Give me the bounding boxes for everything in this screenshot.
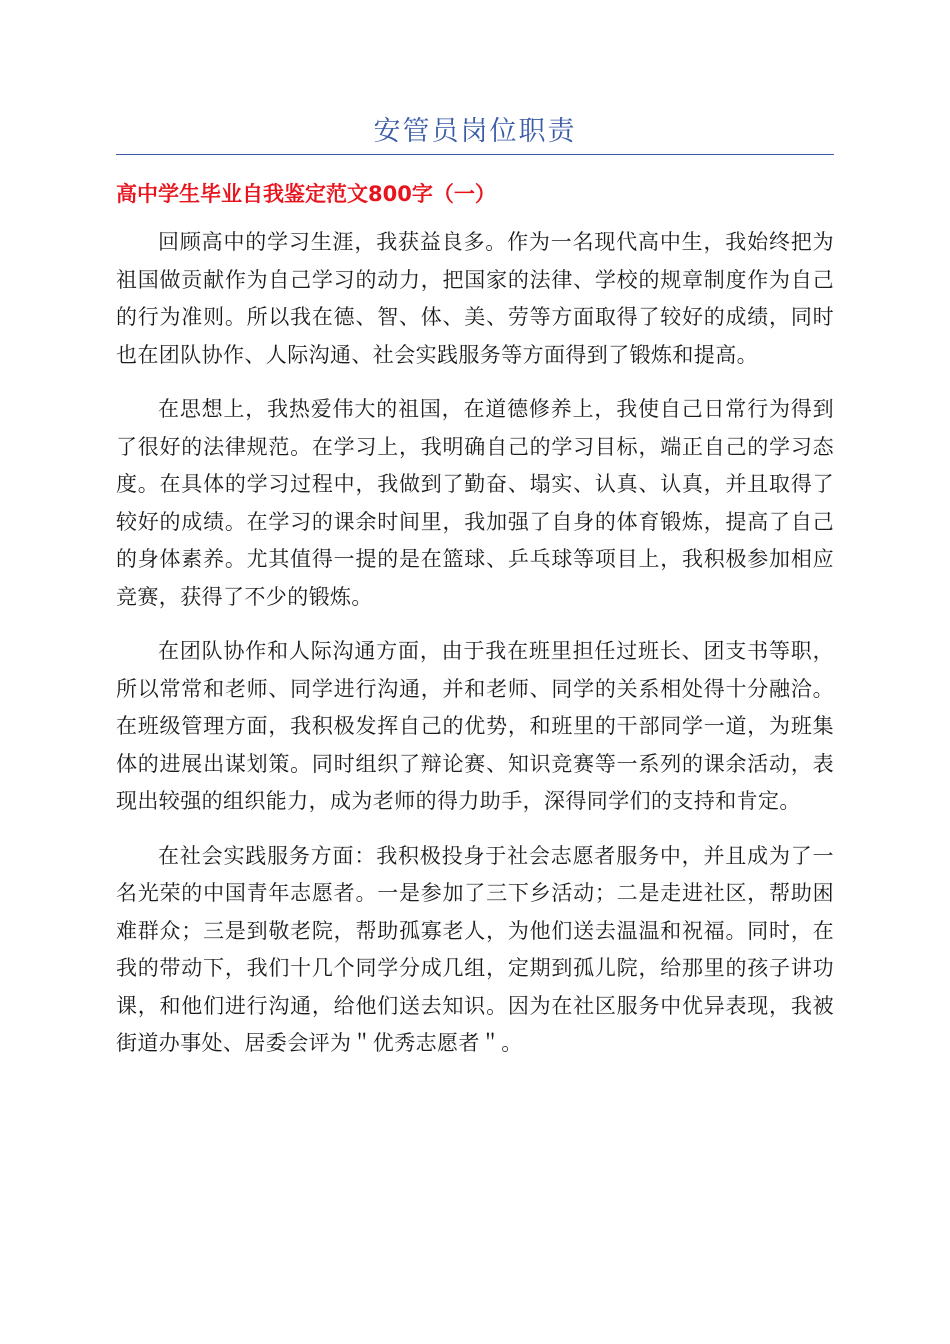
document-title: 安管员岗位职责 (373, 116, 577, 147)
paragraph: 在社会实践服务方面：我积极投身于社会志愿者服务中，并且成为了一名光荣的中国青年志愿者。一是参加了三下乡活动；二是走进社区，帮助困难群众；三是到敬老院，帮助孤寡老人，为他们送去温温和祝福。同时，在我的带动下，我们十几个同学分成几组，定期到孤儿院，给那里的孩子讲功课，和他们进行沟通，给他们送去知识。因为在社区服务中优异表现，我被街道办事处、居委会评为＂优秀志愿者＂。 (116, 843, 834, 1055)
paragraph: 回顾高中的学习生涯，我获益良多。作为一名现代高中生，我始终把为祖国做贡献作为自己学习的动力，把国家的法律、学校的规章制度作为自己的行为准则。所以我在德、智、体、美、劳等方面取得了较好的成绩，同时也在团队协作、人际沟通、社会实践服务等方面得到了锻炼和提高。 (116, 230, 834, 367)
paragraph: 在思想上，我热爱伟大的祖国，在道德修养上，我使自己日常行为得到了很好的法律规范。在学习上，我明确自己的学习目标，端正自己的学习态度。在具体的学习过程中，我做到了勤奋、塌实、认真、认真，并且取得了较好的成绩。在学习的课余时间里，我加强了自身的体育锻炼，提高了自己的身体素养。尤其值得一提的是在篮球、乒乓球等项目上，我积极参加相应竞赛，获得了不少的锻炼。 (116, 397, 834, 609)
paragraph: 在团队协作和人际沟通方面，由于我在班里担任过班长、团支书等职，所以常常和老师、同学进行沟通，并和老师、同学的关系相处得十分融洽。在班级管理方面，我积极发挥自己的优势，和班里的干部同学一道，为班集体的进展出谋划策。同时组织了辩论赛、知识竞赛等一系列的课余活动，表现出较强的组织能力，成为老师的得力助手，深得同学们的支持和肯定。 (116, 639, 834, 813)
section-heading: 高中学生毕业自我鉴定范文800字（一） (116, 182, 496, 206)
title-divider (116, 154, 834, 155)
body-text (116, 224, 834, 1080)
